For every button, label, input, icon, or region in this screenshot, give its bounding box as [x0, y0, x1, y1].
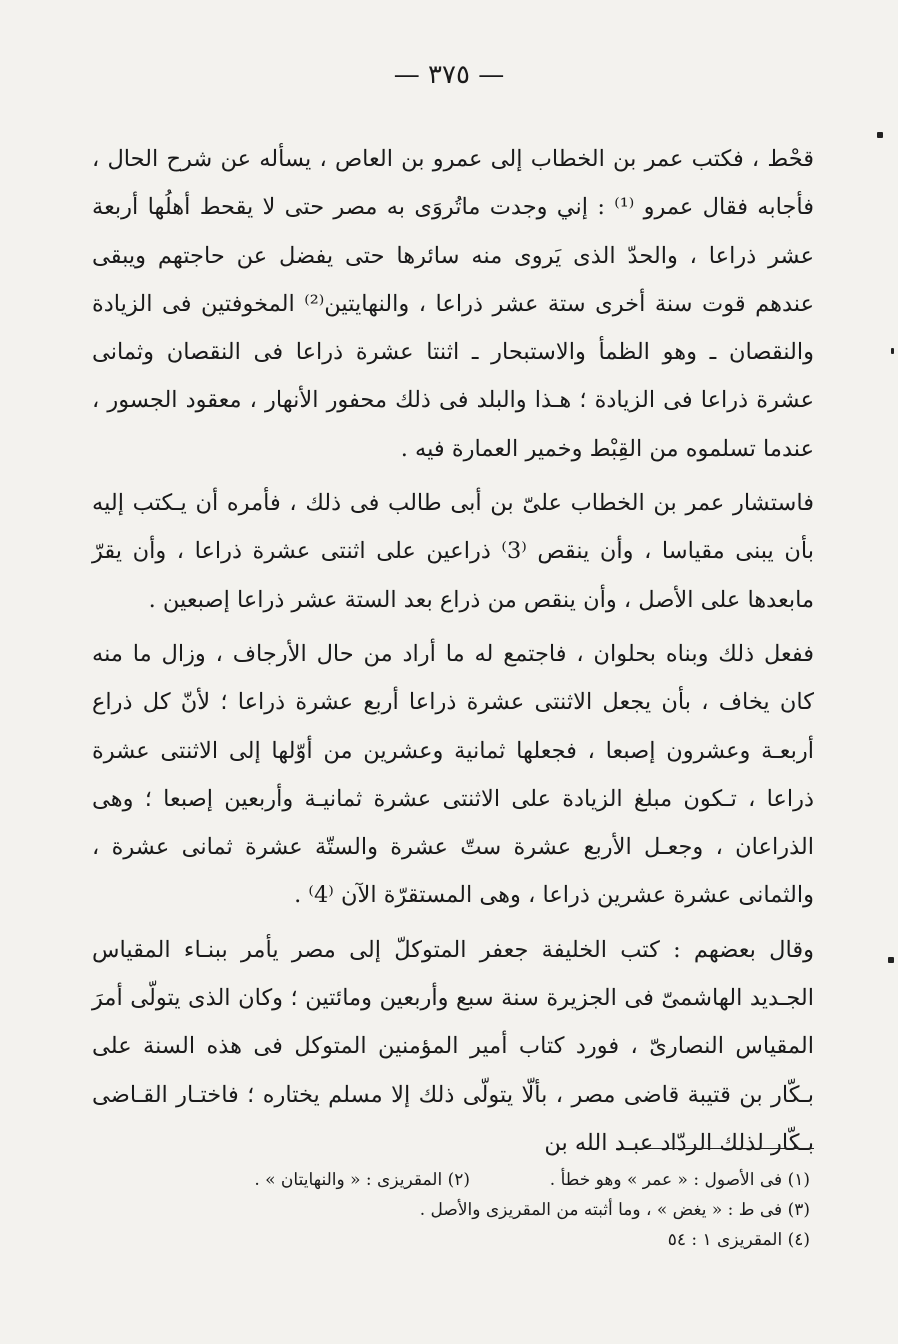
footnote-row [110, 1165, 810, 1195]
footnotes [110, 1165, 810, 1255]
main-text [92, 135, 814, 1167]
paragraph-1: قحْط ، فكتب عمر بن الخطاب إلى عمرو بن العاص ، يسأله عن شرح الحال ، فأجابه فقال عمرو ⁽¹⁾ : إني وجدت ماتُروَى به مصر حتى لا يقحط أهلُها أربعة عشر ذراعا ، والحدّ الذى يَروى منه سائرها حتى يفضل عن حاجتهم ويبقى عندهم قوت سنة أخرى ستة عشر ذراعا ، والنهايتين⁽²⁾ المخوفتين فى الزيادة والنقصان ـ وهو الظمأ والاستبحار ـ اثنتا عشرة ذراعا فى النقصان وثمانى عشرة ذراعا فى الزيادة ؛ هـذا والبلد فى ذلك محفور الأنهار ، معقود الجسور ، عندما تسلموه من القِبْط وخمير العمارة فيه . [92, 146, 814, 462]
margin-mark [891, 348, 894, 354]
footnote-2: (٢) المقريزى : « والنهايتان » . [254, 1170, 470, 1190]
footnote-4: (٤) المقريزى ١ : ٥٤ [667, 1230, 810, 1250]
margin-mark [888, 957, 894, 963]
margin-mark [877, 132, 883, 138]
footnote-1: (١) فى الأصول : « عمر » وهو خطأ . [549, 1170, 810, 1190]
footnote-3: (٣) فى ط : « يغض » ، وما أثبته من المقريزى والأصل . [419, 1200, 810, 1220]
paragraph-3: ففعل ذلك وبناه بحلوان ، فاجتمع له ما أراد من حال الأرجاف ، وزال ما منه كان يخاف ، بأن يجعل الاثنتى عشرة ذراعا أربع عشرة ذراعا ؛ لأنّ كل ذراع أربعـة وعشرون إصبعا ، فجعلها ثمانية وعشرين من أوّلها إلى الاثنتى عشرة ذراعا ، تـكون مبلغ الزيادة على الاثنتى عشرة ثمانيـة وأربعين إصبعا ؛ وهى الذراعان ، وجعـل الأربع عشرة ستّ عشرة والستّة عشرة ثمانى عشرة ، والثمانى عشرة عشرين ذراعا ، وهى المستقرّة الآن ⁽4⁾ . [92, 640, 814, 909]
paragraph-4: وقال بعضهم : كتب الخليفة جعفر المتوكلّ إلى مصر يأمر ببنـاء المقياس الجـديد الهاشمىّ فى الجزيرة سنة سبع وأربعين ومائتين ؛ وكان الذى يتولّى أمرَ المقياس النصارىّ ، فورد كتاب أمير المؤمنين المتوكل فى هذه السنة على بـكّار بن قتيبة قاضى مصر ، بألّا يتولّى ذلك إلا مسلم يختاره ؛ فاختـار القـاضى بـكّار لذلك الردّاد عبـد الله بن [92, 936, 814, 1156]
paragraph-2: فاستشار عمر بن الخطاب علىّ بن أبى طالب فى ذلك ، فأمره أن يـكتب إليه بأن يبنى مقياسا ، وأن ينقص ⁽3⁾ ذراعين على اثنتى عشرة ذراعا ، وأن يقرّ مابعدها على الأصل ، وأن ينقص من ذراع بعد الستة عشر ذراعا إصبعين . [92, 490, 814, 613]
footnote-separator [617, 1148, 814, 1149]
page-number: — ٣٧٥ — [393, 60, 505, 90]
